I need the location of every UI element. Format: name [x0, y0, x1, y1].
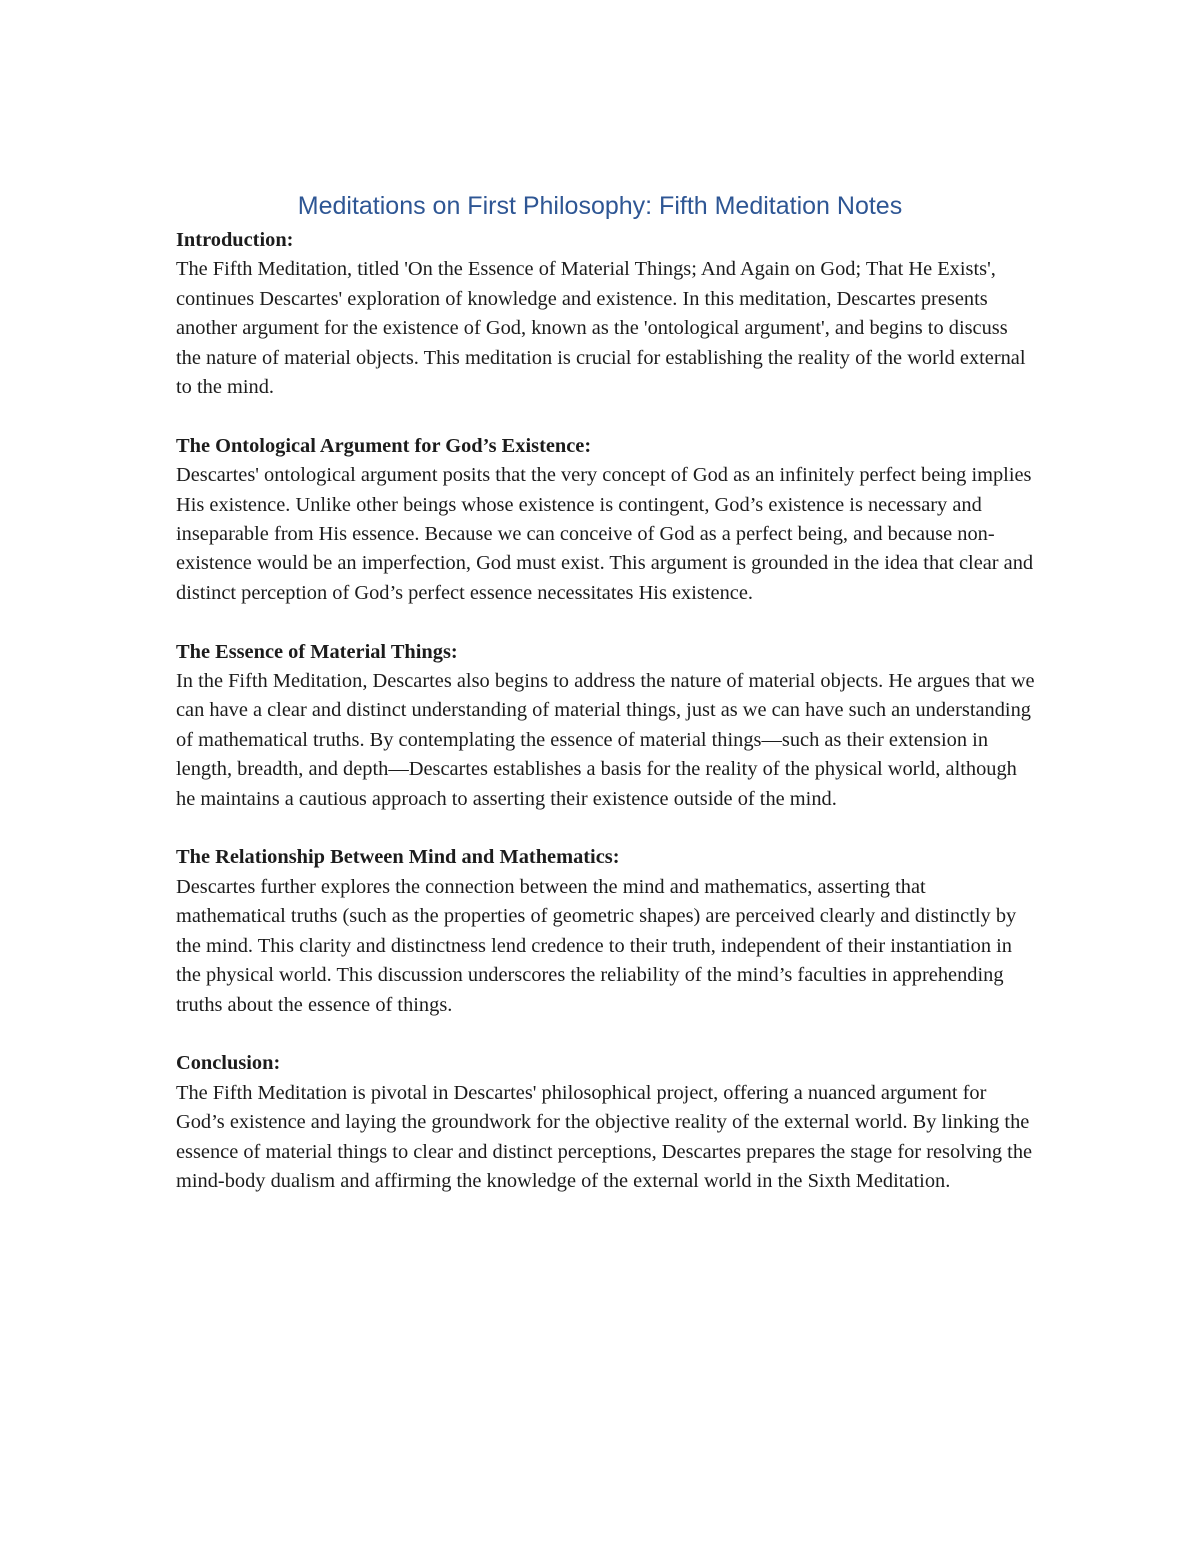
section-paragraph: The Fifth Meditation is pivotal in Descartes' philosophical project, offering a nuanced argument for God’s existence and laying the groundwork for the objective reality of the external world. By linking the essence of material things to clear and distinct perceptions, Descartes prepares the stage for resolving the mind-body dualism and affirming the knowledge of the external world in the Sixth Meditation.: [176, 1081, 1033, 1192]
section-heading: Introduction:: [176, 229, 294, 251]
section-heading: The Essence of Material Things:: [176, 640, 458, 663]
section-material-things: [176, 638, 1036, 814]
section-paragraph: Descartes' ontological argument posits that the very concept of God as an infinitely perfect being implies His existence. Unlike other beings whose existence is contingent, God’s existence is necessary and inseparable from His essence. Because we can conceive of God as a perfect being, and because non-existence would be an imperfection, God must exist. This argument is grounded in the idea that clear and distinct perception of God’s perfect essence necessitates His existence.: [176, 464, 1034, 604]
section-introduction: [176, 226, 1036, 402]
document-title: Meditations on First Philosophy: Fifth Meditation Notes: [297, 192, 903, 220]
section-mind-and-mathematics: [176, 843, 1036, 1019]
section-paragraph: Descartes further explores the connection between the mind and mathematics, asserting that mathematical truths (such as the properties of geometric shapes) are perceived clearly and distinctly by the mind. This clarity and distinctness lend credence to their truth, independent of their instantiation in the physical world. This discussion underscores the reliability of the mind’s faculties in apprehending truths about the essence of things.: [176, 875, 1017, 1016]
section-heading: The Ontological Argument for God’s Existence:: [176, 434, 592, 457]
section-paragraph: The Fifth Meditation, titled 'On the Essence of Material Things; And Again on God; That He Exists', continues Descartes' exploration of knowledge and existence. In this meditation, Descartes presents another argument for the existence of God, known as the 'ontological argument', and begins to discuss the nature of material objects. This meditation is crucial for establishing the reality of the world external to the mind.: [176, 258, 1026, 399]
section-conclusion: [176, 1049, 1036, 1196]
section-heading: The Relationship Between Mind and Mathematics:: [176, 846, 620, 869]
section-heading: Conclusion:: [176, 1052, 281, 1075]
section-ontological-argument: [176, 432, 1036, 608]
section-paragraph: In the Fifth Meditation, Descartes also begins to address the nature of material objects. He argues that we can have a clear and distinct understanding of material things, just as we can have such an understanding of mathematical truths. By contemplating the essence of material things—such as their extension in length, breadth, and depth—Descartes establishes a basis for the reality of the physical world, although he maintains a cautious approach to asserting their existence outside of the mind.: [176, 670, 1035, 810]
document-body: [176, 226, 1036, 1226]
